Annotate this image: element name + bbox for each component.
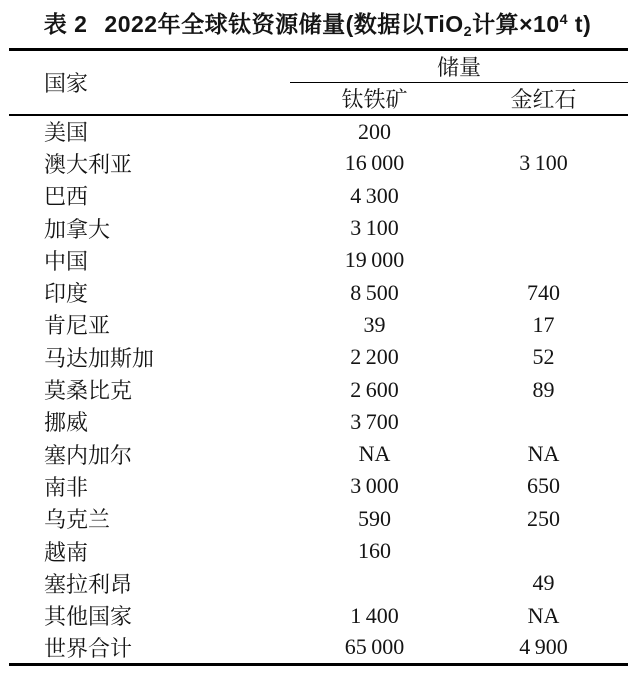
ilmenite-value-cell: 39 bbox=[363, 311, 386, 337]
reserves-table bbox=[9, 48, 628, 666]
country-cell: 越南 bbox=[44, 539, 89, 565]
country-cell: 马达加斯加 bbox=[44, 345, 155, 371]
ilmenite-value-cell: 3 700 bbox=[350, 408, 399, 434]
caption-text-part2: 计算×10 bbox=[472, 11, 560, 37]
ilmenite-value-cell: NA bbox=[358, 441, 391, 467]
ilmenite-value-cell: 200 bbox=[358, 118, 391, 144]
table-row bbox=[9, 567, 628, 599]
table-row bbox=[9, 599, 628, 631]
rutile-value-cell: NA bbox=[527, 602, 560, 628]
country-cell: 莫桑比克 bbox=[44, 378, 133, 404]
table-row bbox=[9, 535, 628, 567]
table-row bbox=[9, 470, 628, 502]
table-row bbox=[9, 438, 628, 470]
rutile-value-cell: 740 bbox=[527, 279, 560, 305]
table-row bbox=[9, 373, 628, 405]
country-cell: 印度 bbox=[44, 281, 89, 307]
rutile-value-cell: 17 bbox=[532, 311, 555, 337]
caption-subscript: 2 bbox=[463, 23, 473, 40]
country-cell: 挪威 bbox=[44, 410, 89, 436]
header-country: 国家 bbox=[9, 50, 290, 116]
table-row bbox=[9, 309, 628, 341]
table-caption bbox=[0, 9, 635, 40]
country-cell: 南非 bbox=[44, 474, 89, 500]
country-cell: 世界合计 bbox=[44, 635, 133, 661]
ilmenite-value-cell: 2 200 bbox=[350, 344, 399, 370]
ilmenite-value-cell: 3 000 bbox=[350, 473, 399, 499]
rutile-value-cell bbox=[459, 406, 628, 438]
header-rutile: 金红石 bbox=[459, 83, 628, 116]
country-cell: 塞拉利昂 bbox=[44, 571, 133, 597]
table-row bbox=[9, 180, 628, 212]
table-row bbox=[9, 406, 628, 438]
table-number: 表 2 bbox=[43, 11, 88, 37]
ilmenite-value-cell: 590 bbox=[358, 505, 391, 531]
country-cell: 乌克兰 bbox=[44, 507, 111, 533]
table-body bbox=[9, 115, 628, 664]
rutile-value-cell: NA bbox=[527, 441, 560, 467]
header-reserves-group: 储量 bbox=[290, 50, 628, 83]
ilmenite-value-cell: 160 bbox=[358, 538, 391, 563]
table-row bbox=[9, 503, 628, 535]
rutile-value-cell bbox=[459, 212, 628, 244]
country-cell: 美国 bbox=[44, 120, 89, 146]
table-row bbox=[9, 212, 628, 244]
country-cell: 中国 bbox=[44, 248, 89, 274]
rutile-value-cell: 250 bbox=[527, 505, 560, 531]
table-row bbox=[9, 632, 628, 665]
country-cell: 加拿大 bbox=[44, 216, 111, 242]
rutile-value-cell: 4 900 bbox=[519, 634, 568, 660]
country-cell: 其他国家 bbox=[44, 604, 133, 630]
country-cell: 肯尼亚 bbox=[44, 313, 111, 339]
table-row bbox=[9, 115, 628, 147]
ilmenite-value-cell: 19 000 bbox=[344, 247, 405, 273]
rutile-value-cell: 52 bbox=[532, 344, 555, 370]
header-ilmenite: 钛铁矿 bbox=[290, 83, 459, 116]
ilmenite-value-cell: 1 400 bbox=[350, 602, 399, 628]
ilmenite-value-cell bbox=[290, 567, 459, 599]
country-cell: 塞内加尔 bbox=[44, 442, 133, 468]
rutile-value-cell bbox=[459, 115, 628, 147]
table-row bbox=[9, 244, 628, 276]
rutile-value-cell: 89 bbox=[532, 376, 555, 402]
caption-text-part3: t) bbox=[568, 11, 592, 37]
rutile-value-cell: 49 bbox=[532, 570, 555, 596]
ilmenite-value-cell: 4 300 bbox=[350, 182, 399, 208]
ilmenite-value-cell: 8 500 bbox=[350, 279, 399, 305]
table-header bbox=[9, 50, 628, 116]
caption-superscript: 4 bbox=[559, 12, 569, 29]
rutile-value-cell: 3 100 bbox=[519, 150, 568, 176]
table-row bbox=[9, 276, 628, 308]
country-cell: 澳大利亚 bbox=[44, 151, 133, 177]
ilmenite-value-cell: 2 600 bbox=[350, 376, 399, 402]
rutile-value-cell: 650 bbox=[527, 473, 560, 499]
ilmenite-value-cell: 65 000 bbox=[344, 634, 405, 660]
rutile-value-cell bbox=[459, 180, 628, 212]
ilmenite-value-cell: 3 100 bbox=[350, 215, 399, 241]
table-row bbox=[9, 341, 628, 373]
rutile-value-cell bbox=[459, 244, 628, 276]
country-cell: 巴西 bbox=[44, 184, 89, 210]
rutile-value-cell bbox=[459, 535, 628, 567]
table-row bbox=[9, 147, 628, 179]
caption-text-part1: 2022年全球钛资源储量(数据以TiO bbox=[104, 11, 464, 37]
ilmenite-value-cell: 16 000 bbox=[344, 150, 405, 176]
